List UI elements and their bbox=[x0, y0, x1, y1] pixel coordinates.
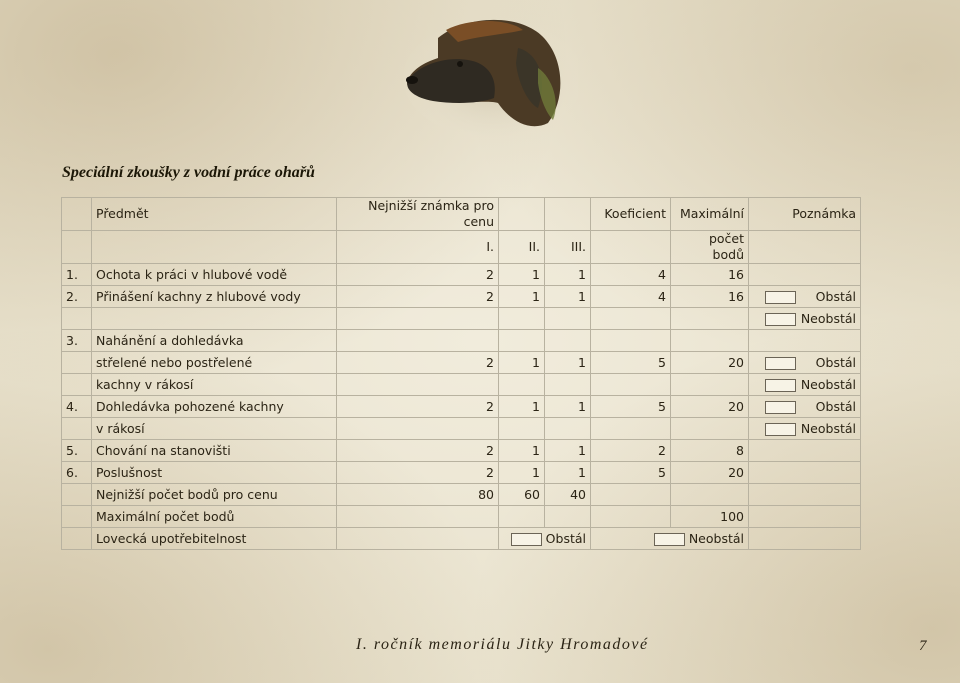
row-grade-2: 1 bbox=[499, 396, 545, 418]
note-checkbox[interactable] bbox=[765, 313, 796, 326]
row-coefficient: 4 bbox=[591, 264, 671, 286]
header-note: Poznámka bbox=[749, 198, 861, 231]
row-coefficient: 4 bbox=[591, 286, 671, 308]
row-grade-2: 1 bbox=[499, 352, 545, 374]
row-grade-1 bbox=[337, 418, 499, 440]
table-body bbox=[62, 264, 861, 484]
row-grade-1 bbox=[337, 374, 499, 396]
row-subject: střelené nebo postřelené bbox=[92, 352, 337, 374]
table-row bbox=[62, 374, 861, 396]
min-points-row bbox=[62, 484, 861, 506]
row-note bbox=[749, 352, 861, 374]
header-max-points: Maximální bbox=[671, 198, 749, 231]
row-note bbox=[749, 396, 861, 418]
row-grade-2 bbox=[499, 418, 545, 440]
row-subject: Přinášení kachny z hlubové vody bbox=[92, 286, 337, 308]
failed-checkbox[interactable] bbox=[654, 533, 685, 546]
page-title: Speciální zkoušky z vodní práce ohařů bbox=[62, 164, 315, 181]
note-label: Obstál bbox=[815, 398, 856, 414]
row-coefficient bbox=[591, 330, 671, 352]
row-max-points: 16 bbox=[671, 286, 749, 308]
row-grade-3: 1 bbox=[545, 352, 591, 374]
header-grade-3: III. bbox=[545, 231, 591, 264]
row-number bbox=[62, 352, 92, 374]
max-points-label: Maximální počet bodů bbox=[92, 506, 337, 528]
row-subject: v rákosí bbox=[92, 418, 337, 440]
row-note bbox=[749, 286, 861, 308]
row-subject: Dohledávka pohozené kachny bbox=[92, 396, 337, 418]
row-number: 6. bbox=[62, 462, 92, 484]
note-checkbox[interactable] bbox=[765, 291, 796, 304]
header-grade-1: I. bbox=[337, 231, 499, 264]
usability-passed-cell bbox=[499, 528, 591, 550]
row-grade-2: 1 bbox=[499, 264, 545, 286]
max-points-row bbox=[62, 506, 861, 528]
header-coefficient: Koeficient bbox=[591, 198, 671, 231]
row-grade-3 bbox=[545, 418, 591, 440]
row-grade-3: 1 bbox=[545, 286, 591, 308]
row-grade-2: 1 bbox=[499, 462, 545, 484]
row-note bbox=[749, 418, 861, 440]
row-subject: Chování na stanovišti bbox=[92, 440, 337, 462]
table-row bbox=[62, 308, 861, 330]
row-number: 4. bbox=[62, 396, 92, 418]
row-grade-2 bbox=[499, 308, 545, 330]
note-checkbox[interactable] bbox=[765, 357, 796, 370]
table-row bbox=[62, 396, 861, 418]
usability-failed-cell bbox=[591, 528, 749, 550]
row-coefficient bbox=[591, 418, 671, 440]
row-grade-3 bbox=[545, 330, 591, 352]
row-subject: kachny v rákosí bbox=[92, 374, 337, 396]
row-grade-3: 1 bbox=[545, 396, 591, 418]
row-number: 2. bbox=[62, 286, 92, 308]
row-note bbox=[749, 374, 861, 396]
row-max-points: 20 bbox=[671, 352, 749, 374]
row-coefficient: 5 bbox=[591, 462, 671, 484]
table-header-row bbox=[62, 198, 861, 231]
row-grade-1: 2 bbox=[337, 352, 499, 374]
row-max-points: 20 bbox=[671, 462, 749, 484]
failed-label: Neobstál bbox=[688, 530, 744, 546]
table-row bbox=[62, 440, 861, 462]
usability-row bbox=[62, 528, 861, 550]
max-points-value: 100 bbox=[671, 506, 749, 528]
note-label: Neobstál bbox=[800, 310, 856, 326]
row-grade-3: 1 bbox=[545, 264, 591, 286]
row-note bbox=[749, 440, 861, 462]
header-subject: Předmět bbox=[92, 198, 337, 231]
row-grade-2: 1 bbox=[499, 440, 545, 462]
row-subject: Nahánění a dohledávka bbox=[92, 330, 337, 352]
row-grade-3 bbox=[545, 308, 591, 330]
row-subject: Poslušnost bbox=[92, 462, 337, 484]
dog-head-illustration bbox=[398, 8, 578, 138]
table-row bbox=[62, 330, 861, 352]
min-points-1: 80 bbox=[337, 484, 499, 506]
table-row bbox=[62, 264, 861, 286]
header-grade-2: II. bbox=[499, 231, 545, 264]
header-max-points-2: počet bodů bbox=[671, 231, 749, 264]
row-coefficient bbox=[591, 374, 671, 396]
row-max-points bbox=[671, 330, 749, 352]
row-grade-2 bbox=[499, 330, 545, 352]
row-coefficient: 5 bbox=[591, 352, 671, 374]
table-row bbox=[62, 286, 861, 308]
row-grade-1: 2 bbox=[337, 286, 499, 308]
row-grade-1: 2 bbox=[337, 396, 499, 418]
row-number bbox=[62, 418, 92, 440]
passed-label: Obstál bbox=[545, 530, 586, 546]
passed-checkbox[interactable] bbox=[511, 533, 542, 546]
table-row bbox=[62, 418, 861, 440]
row-number: 1. bbox=[62, 264, 92, 286]
note-checkbox[interactable] bbox=[765, 401, 796, 414]
note-label: Obstál bbox=[815, 354, 856, 370]
note-label: Neobstál bbox=[800, 420, 856, 436]
note-label: Neobstál bbox=[800, 376, 856, 392]
note-checkbox[interactable] bbox=[765, 379, 796, 392]
row-note bbox=[749, 462, 861, 484]
min-points-label: Nejnižší počet bodů pro cenu bbox=[92, 484, 337, 506]
row-note bbox=[749, 264, 861, 286]
row-grade-1 bbox=[337, 308, 499, 330]
header-empty-cell bbox=[499, 198, 545, 231]
row-coefficient: 2 bbox=[591, 440, 671, 462]
row-max-points bbox=[671, 374, 749, 396]
table-row bbox=[62, 462, 861, 484]
row-grade-2 bbox=[499, 374, 545, 396]
row-grade-2: 1 bbox=[499, 286, 545, 308]
min-points-2: 60 bbox=[499, 484, 545, 506]
page-number: 7 bbox=[919, 638, 927, 654]
row-number bbox=[62, 308, 92, 330]
row-number bbox=[62, 374, 92, 396]
row-subject bbox=[92, 308, 337, 330]
row-grade-3: 1 bbox=[545, 462, 591, 484]
note-label: Obstál bbox=[815, 288, 856, 304]
row-coefficient: 5 bbox=[591, 396, 671, 418]
row-note bbox=[749, 330, 861, 352]
row-max-points: 8 bbox=[671, 440, 749, 462]
row-grade-1: 2 bbox=[337, 462, 499, 484]
usability-label: Lovecká upotřebitelnost bbox=[92, 528, 337, 550]
footer-text: I. ročník memoriálu Jitky Hromadové bbox=[356, 636, 649, 653]
exam-table bbox=[61, 197, 861, 550]
row-note bbox=[749, 308, 861, 330]
header-empty-cell bbox=[545, 198, 591, 231]
min-points-3: 40 bbox=[545, 484, 591, 506]
row-max-points: 20 bbox=[671, 396, 749, 418]
row-grade-1: 2 bbox=[337, 264, 499, 286]
row-number: 5. bbox=[62, 440, 92, 462]
row-max-points bbox=[671, 308, 749, 330]
row-grade-3: 1 bbox=[545, 440, 591, 462]
row-grade-3 bbox=[545, 374, 591, 396]
row-grade-1: 2 bbox=[337, 440, 499, 462]
header-number-cell bbox=[62, 198, 92, 231]
row-max-points bbox=[671, 418, 749, 440]
row-coefficient bbox=[591, 308, 671, 330]
row-max-points: 16 bbox=[671, 264, 749, 286]
row-number: 3. bbox=[62, 330, 92, 352]
row-subject: Ochota k práci v hlubové vodě bbox=[92, 264, 337, 286]
note-checkbox[interactable] bbox=[765, 423, 796, 436]
header-min-grade: Nejnižší známka pro cenu bbox=[337, 198, 499, 231]
table-row bbox=[62, 352, 861, 374]
table-subheader-row bbox=[62, 231, 861, 264]
row-grade-1 bbox=[337, 330, 499, 352]
